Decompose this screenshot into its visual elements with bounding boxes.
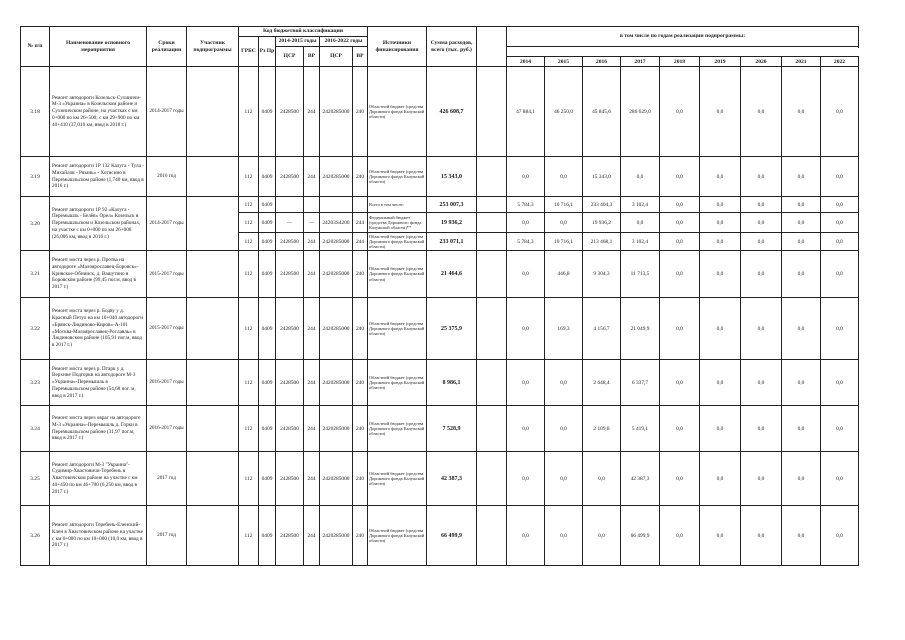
cell-vr-1: —	[304, 213, 320, 233]
cell-year-2016: 213 468,1	[583, 233, 621, 251]
row-term: 2016 год	[147, 157, 187, 197]
row-name: Ремонт моста через р. Птарк у д. Верхние Подгорки на автодороге М-3 «Украина»-Перемышль в Перемышльском районе (54,68 пог. м, ввод в 2017 г.)	[50, 360, 147, 406]
row-term: 2016-2017 годы	[147, 406, 187, 452]
cell-csr-1: 2428500	[276, 233, 304, 251]
cell-grbs: 112	[239, 197, 259, 213]
cell-rzpr: 0409	[259, 233, 276, 251]
cell-year-2016: 0,0	[583, 452, 621, 506]
cell-vr-1: 244	[304, 506, 320, 566]
cell-year-2022: 0,0	[821, 157, 859, 197]
cell-year-2014: 47 884,1	[507, 67, 545, 157]
cell-vr-1: 244	[304, 157, 320, 197]
header-year-2020: 2020	[741, 57, 782, 67]
cell-source: Областной бюджет (средства Дорожного фонда Калужской области)	[368, 452, 427, 506]
cell-csr-2: 2420285000	[320, 298, 353, 360]
header-budget-code: Код бюджетной классификации	[239, 27, 368, 37]
cell-year-2022: 0,0	[821, 452, 859, 506]
cell-year-2020: 0,0	[741, 251, 782, 298]
table-row	[21, 506, 859, 566]
row-number: 3.19	[21, 157, 50, 197]
cell-vr-1: 244	[304, 67, 320, 157]
header-year-2019: 2019	[700, 57, 741, 67]
cell-vr-1: 244	[304, 298, 320, 360]
cell-year-2021: 0,0	[782, 197, 821, 213]
header-year-2022: 2022	[821, 57, 859, 67]
cell-vr-2: 240	[353, 360, 368, 406]
cell-gap	[477, 233, 505, 251]
cell-year-2014: 0,0	[507, 406, 545, 452]
cell-vr-2: 240	[353, 251, 368, 298]
budget-table-body	[21, 67, 859, 566]
row-participant	[187, 197, 239, 251]
row-participant	[187, 406, 239, 452]
cell-year-2014: 5 784,3	[507, 233, 545, 251]
row-participant	[187, 298, 239, 360]
cell-year-2018: 0,0	[660, 157, 700, 197]
cell-year-2015: 0,0	[545, 213, 583, 233]
row-name: Ремонт моста через овраг на автодороге М-3 «Украина»-Перемышль д. Горки в Перемышльском районе (31,97 пог.м, ввод в 2017 г.)	[50, 406, 147, 452]
cell-year-2020: 0,0	[741, 213, 782, 233]
cell-year-2016: 4 156,7	[583, 298, 621, 360]
cell-vr-2: 240	[353, 298, 368, 360]
table-row	[21, 406, 859, 452]
cell-year-2021: 0,0	[782, 406, 821, 452]
row-participant	[187, 251, 239, 298]
row-number: 3.22	[21, 298, 50, 360]
cell-vr-2: 240	[353, 157, 368, 197]
cell-vr-2: 240	[353, 452, 368, 506]
row-name: Ремонт моста через р. Бодву у д. Красный Петух на км 10+040 автодороги «Брянск-Людиново-Киров»-А-101 «Москва-Малоярославец-Рославль» в Людиновском районе (105,91 пог.м, ввод в 2017 г.)	[50, 298, 147, 360]
header-vr-1: ВР	[304, 47, 320, 67]
cell-csr-2: 2420285000	[320, 506, 353, 566]
cell-year-2014: 0,0	[507, 213, 545, 233]
cell-year-2018: 0,0	[660, 251, 700, 298]
row-name: Ремонт автодороги Теребень-Еленский-Клен в Хвастовичском районе на участке с км 0+000 по км 10+000 (10,0 км, ввод в 2017 г.)	[50, 506, 147, 566]
header-year-2017: 2017	[621, 57, 660, 67]
cell-year-2015: 169,3	[545, 298, 583, 360]
cell-year-2019: 0,0	[700, 452, 741, 506]
cell-year-2017: 3 102,4	[621, 233, 660, 251]
header-csr-2: ЦСР	[320, 47, 353, 67]
row-number: 3.18	[21, 67, 50, 157]
header-year-2014: 2014	[507, 57, 545, 67]
cell-year-2018: 0,0	[660, 360, 700, 406]
cell-source: Областной бюджет (средства Дорожного фонда Калужской области)	[368, 251, 427, 298]
cell-grbs: 112	[239, 251, 259, 298]
cell-grbs: 112	[239, 506, 259, 566]
cell-year-2022: 0,0	[821, 251, 859, 298]
header-vr-2: ВР	[353, 47, 368, 67]
cell-source: Областной бюджет (средства Дорожного фонда Калужской области)	[368, 406, 427, 452]
cell-year-2019: 0,0	[700, 197, 741, 213]
cell-year-2022: 0,0	[821, 197, 859, 213]
cell-year-2015: 46 250,0	[545, 67, 583, 157]
row-participant	[187, 157, 239, 197]
cell-year-2017: 42 387,3	[621, 452, 660, 506]
row-term: 2016-2017 годы	[147, 360, 187, 406]
cell-year-2021: 0,0	[782, 298, 821, 360]
header-rzpr: Рз Пр	[259, 37, 276, 67]
cell-vr-2	[353, 197, 368, 213]
cell-grbs: 112	[239, 213, 259, 233]
row-name: Ремонт автодороги 1Р 92 «Калуга - Перемышль - Белёв» Орел» Козельск в Перемышльском и Козельском районах, на участке с км 0+000 по км 26+006 (26,006 км, ввод в 2016 г.)	[50, 197, 147, 251]
cell-vr-1: 244	[304, 406, 320, 452]
cell-csr-2: 2420285000	[320, 157, 353, 197]
cell-vr-2: 240	[353, 67, 368, 157]
row-participant	[187, 506, 239, 566]
cell-year-2014: 0,0	[507, 506, 545, 566]
row-term: 2014-2017 годы	[147, 67, 187, 157]
cell-year-2019: 0,0	[700, 406, 741, 452]
cell-year-2017: 0,0	[621, 213, 660, 233]
cell-csr-2: 24203S4200	[320, 213, 353, 233]
cell-year-2015: 0,0	[545, 406, 583, 452]
row-participant	[187, 67, 239, 157]
cell-gap	[477, 406, 505, 452]
header-year-2021: 2021	[782, 57, 821, 67]
row-number: 3.25	[21, 452, 50, 506]
header-name: Наименование основного мероприятия	[50, 27, 147, 67]
cell-year-2018: 0,0	[660, 67, 700, 157]
cell-year-2017: 5 419,1	[621, 406, 660, 452]
cell-rzpr: 0409	[259, 360, 276, 406]
cell-csr-2: 2420285000	[320, 406, 353, 452]
cell-vr-1: 244	[304, 452, 320, 506]
cell-grbs: 112	[239, 360, 259, 406]
cell-rzpr: 0409	[259, 298, 276, 360]
cell-csr-1	[276, 197, 304, 213]
row-term: 2015-2017 годы	[147, 251, 187, 298]
cell-year-2020: 0,0	[741, 67, 782, 157]
cell-year-2014: 5 784,3	[507, 197, 545, 213]
cell-source: Областной бюджет (средства Дорожного фонда Калужской области)	[368, 233, 427, 251]
table-row	[21, 452, 859, 506]
cell-year-2015: 0,0	[545, 360, 583, 406]
row-name: Ремонт автодороги М-3 "Украина"-Судимир-Хвастовичи-Теребень в Хвастовичском районе на участке с км 40+450 по км 46+700 (6,250 км, ввод в 2017 г.)	[50, 452, 147, 506]
header-year-2015: 2015	[545, 57, 583, 67]
cell-sum: 233 071,1	[427, 233, 477, 251]
cell-grbs: 112	[239, 67, 259, 157]
cell-year-2014: 0,0	[507, 360, 545, 406]
cell-csr-1: 2428500	[276, 360, 304, 406]
cell-year-2021: 0,0	[782, 157, 821, 197]
cell-year-2021: 0,0	[782, 506, 821, 566]
cell-gap	[477, 197, 505, 213]
cell-year-2022: 0,0	[821, 67, 859, 157]
cell-sum: 25 375,9	[427, 298, 477, 360]
cell-vr-2: 244	[353, 233, 368, 251]
cell-year-2017: 3 102,4	[621, 197, 660, 213]
table-row	[21, 251, 859, 298]
cell-sum: 8 986,1	[427, 360, 477, 406]
row-name: Ремонт автодороги 1Р 132 Калуга - Тула - Михайлов - Рязань» - Хотисино в Перемышльском районе (1,740 км, ввод в 2016 г.)	[50, 157, 147, 197]
header-term: Сроки реализации	[147, 27, 187, 67]
cell-year-2018: 0,0	[660, 452, 700, 506]
budget-table-sheet	[20, 26, 859, 566]
cell-year-2021: 0,0	[782, 360, 821, 406]
cell-year-2016: 15 343,0	[583, 157, 621, 197]
cell-year-2014: 0,0	[507, 298, 545, 360]
cell-year-2016: 233 404,3	[583, 197, 621, 213]
cell-grbs: 112	[239, 452, 259, 506]
cell-gap	[477, 298, 505, 360]
cell-year-2015: 0,0	[545, 452, 583, 506]
cell-rzpr: 0409	[259, 251, 276, 298]
cell-year-2022: 0,0	[821, 506, 859, 566]
header-years-title: в том числе по годам реализации подпрограммы:	[507, 27, 859, 47]
cell-year-2017: 0,0	[621, 157, 660, 197]
cell-year-2019: 0,0	[700, 67, 741, 157]
cell-year-2018: 0,0	[660, 197, 700, 213]
cell-vr-1: 244	[304, 233, 320, 251]
cell-csr-1: 2428500	[276, 157, 304, 197]
cell-rzpr: 0409	[259, 157, 276, 197]
cell-year-2020: 0,0	[741, 506, 782, 566]
cell-source: Областной бюджет (средства Дорожного фонда Калужской области)	[368, 67, 427, 157]
row-term: 2014-2017 годы	[147, 197, 187, 251]
cell-sum: 7 528,9	[427, 406, 477, 452]
table-row	[21, 157, 859, 197]
cell-csr-2: 2420285000	[320, 452, 353, 506]
row-number: 3.23	[21, 360, 50, 406]
cell-source: Областной бюджет (средства Дорожного фонда Калужской области)	[368, 157, 427, 197]
cell-gap	[477, 251, 505, 298]
budget-table	[20, 26, 859, 566]
cell-year-2020: 0,0	[741, 233, 782, 251]
cell-source: Областной бюджет (средства Дорожного фонда Калужской области)	[368, 360, 427, 406]
cell-year-2015: 0,0	[545, 157, 583, 197]
cell-year-2015: 10 716,1	[545, 197, 583, 213]
cell-year-2017: 11 713,5	[621, 251, 660, 298]
cell-year-2014: 0,0	[507, 452, 545, 506]
row-participant	[187, 360, 239, 406]
cell-year-2017: 286 629,0	[621, 67, 660, 157]
header-period-2016-2022: 2016-2022 годы	[320, 37, 368, 47]
cell-year-2014: 0,0	[507, 157, 545, 197]
cell-grbs: 112	[239, 157, 259, 197]
cell-year-2018: 0,0	[660, 298, 700, 360]
cell-source: Областной бюджет (средства Дорожного фонда Калужской области)	[368, 506, 427, 566]
cell-sum: 42 387,3	[427, 452, 477, 506]
row-number: 3.24	[21, 406, 50, 452]
header-num: № п/п	[21, 27, 50, 67]
cell-csr-1: 2428500	[276, 406, 304, 452]
cell-gap	[477, 157, 505, 197]
cell-year-2020: 0,0	[741, 360, 782, 406]
cell-year-2019: 0,0	[700, 233, 741, 251]
cell-year-2021: 0,0	[782, 251, 821, 298]
cell-gap	[477, 67, 505, 157]
table-row	[21, 360, 859, 406]
header-grbs: ГРБС	[239, 37, 259, 67]
cell-year-2017: 6 337,7	[621, 360, 660, 406]
cell-grbs: 112	[239, 298, 259, 360]
cell-year-2022: 0,0	[821, 233, 859, 251]
cell-source: Федеральный бюджет (средства Дорожного фонда Калужской области)**	[368, 213, 427, 233]
cell-year-2020: 0,0	[741, 452, 782, 506]
cell-csr-2: 2420285000	[320, 360, 353, 406]
cell-vr-1	[304, 197, 320, 213]
cell-year-2015: 446,8	[545, 251, 583, 298]
cell-sum: 66 499,9	[427, 506, 477, 566]
header-sum: Сумма расходов, всего (тыс. руб.)	[427, 27, 477, 67]
row-participant	[187, 452, 239, 506]
cell-gap	[477, 213, 505, 233]
cell-source: Областной бюджет (средства Дорожного фонда Калужской области)	[368, 298, 427, 360]
cell-year-2018: 0,0	[660, 213, 700, 233]
cell-rzpr: 0409	[259, 213, 276, 233]
cell-year-2022: 0,0	[821, 213, 859, 233]
cell-csr-1: 2428500	[276, 67, 304, 157]
cell-csr-1: 2428500	[276, 251, 304, 298]
cell-grbs: 112	[239, 233, 259, 251]
cell-vr-2: 240	[353, 506, 368, 566]
row-term: 2017 год	[147, 452, 187, 506]
cell-year-2015: 10 716,1	[545, 233, 583, 251]
cell-year-2018: 0,0	[660, 233, 700, 251]
header-gap	[477, 27, 505, 67]
cell-csr-1: —	[276, 213, 304, 233]
cell-year-2022: 0,0	[821, 298, 859, 360]
row-term: 2017 год	[147, 506, 187, 566]
header-csr-1: ЦСР	[276, 47, 304, 67]
cell-year-2020: 0,0	[741, 197, 782, 213]
cell-sum: 21 464,6	[427, 251, 477, 298]
cell-rzpr: 0409	[259, 452, 276, 506]
cell-year-2019: 0,0	[700, 298, 741, 360]
cell-sum: 253 007,3	[427, 197, 477, 213]
row-number: 3.21	[21, 251, 50, 298]
cell-vr-1: 244	[304, 360, 320, 406]
cell-rzpr: 0409	[259, 506, 276, 566]
header-year-2016: 2016	[583, 57, 621, 67]
header-period-2014-2015: 2014-2015 годы	[276, 37, 320, 47]
cell-year-2016: 45 845,6	[583, 67, 621, 157]
cell-csr-2: 2420285000	[320, 251, 353, 298]
cell-vr-2: 244	[353, 213, 368, 233]
cell-year-2017: 21 049,9	[621, 298, 660, 360]
cell-gap	[477, 360, 505, 406]
cell-year-2019: 0,0	[700, 157, 741, 197]
cell-csr-1: 2428500	[276, 298, 304, 360]
table-row	[21, 67, 859, 157]
cell-year-2021: 0,0	[782, 452, 821, 506]
cell-csr-2: 2420285000	[320, 233, 353, 251]
header-source: Источники финансирования	[368, 27, 427, 67]
cell-year-2018: 0,0	[660, 506, 700, 566]
row-name: Ремонт автодороги Козельск-Сухиничи-М-3 «Украина» в Козельском районе и Сухиничском районе, на участках с км 0+000 по км 26+500; с км 29+900 по км 40+410 (37,010 км, ввод в 2018 г.)	[50, 67, 147, 157]
cell-vr-2: 240	[353, 406, 368, 452]
cell-year-2019: 0,0	[700, 251, 741, 298]
cell-sum: 15 343,0	[427, 157, 477, 197]
cell-year-2016: 2 109,8	[583, 406, 621, 452]
cell-year-2020: 0,0	[741, 406, 782, 452]
cell-sum: 426 608,7	[427, 67, 477, 157]
cell-year-2022: 0,0	[821, 406, 859, 452]
cell-year-2021: 0,0	[782, 67, 821, 157]
row-number: 3.26	[21, 506, 50, 566]
cell-year-2021: 0,0	[782, 213, 821, 233]
cell-year-2021: 0,0	[782, 233, 821, 251]
cell-gap	[477, 452, 505, 506]
cell-rzpr: 0409	[259, 197, 276, 213]
header-year-2018: 2018	[660, 57, 700, 67]
cell-source: Всего в том числе:	[368, 197, 427, 213]
cell-csr-2	[320, 197, 353, 213]
table-row	[21, 298, 859, 360]
row-number: 3.20	[21, 197, 50, 251]
cell-gap	[477, 506, 505, 566]
cell-year-2016: 9 304,3	[583, 251, 621, 298]
cell-year-2016: 2 648,4	[583, 360, 621, 406]
row-term: 2015-2017 годы	[147, 298, 187, 360]
cell-vr-1: 244	[304, 251, 320, 298]
cell-year-2020: 0,0	[741, 157, 782, 197]
cell-sum: 19 936,2	[427, 213, 477, 233]
cell-year-2019: 0,0	[700, 506, 741, 566]
cell-csr-1: 2428500	[276, 452, 304, 506]
cell-year-2018: 0,0	[660, 406, 700, 452]
cell-csr-2: 2420285000	[320, 67, 353, 157]
cell-year-2019: 0,0	[700, 213, 741, 233]
cell-year-2014: 0,0	[507, 251, 545, 298]
cell-rzpr: 0409	[259, 67, 276, 157]
row-name: Ремонт моста через р. Протва на автодороге «Малоярославец-Боровск»-Кривское-Обнинск, д. Вашутино в Боровском районе (99,45 пог.м, ввод в 2017 г.)	[50, 251, 147, 298]
cell-year-2019: 0,0	[700, 360, 741, 406]
cell-year-2016: 19 936,2	[583, 213, 621, 233]
cell-grbs: 112	[239, 406, 259, 452]
cell-year-2022: 0,0	[821, 360, 859, 406]
cell-year-2017: 66 499,9	[621, 506, 660, 566]
header-participant: Участник подпрограммы	[187, 27, 239, 67]
cell-csr-1: 2428500	[276, 506, 304, 566]
cell-year-2015: 0,0	[545, 506, 583, 566]
cell-year-2020: 0,0	[741, 298, 782, 360]
cell-year-2016: 0,0	[583, 506, 621, 566]
cell-rzpr: 0409	[259, 406, 276, 452]
table-row	[21, 197, 859, 213]
